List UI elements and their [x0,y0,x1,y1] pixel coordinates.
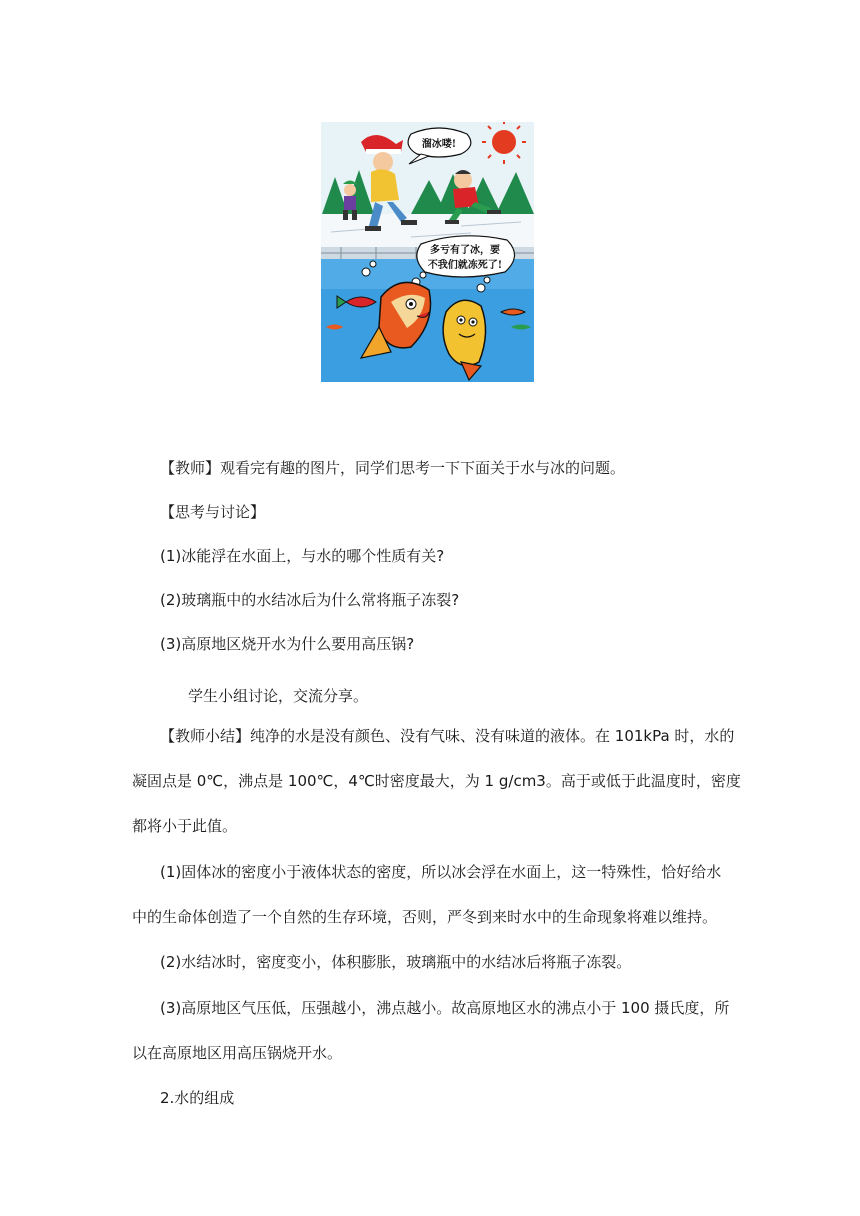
section-heading-water-composition: 2.水的组成 [160,1089,235,1107]
speech-text-top: 溜冰喽! [421,139,457,150]
question-2: (2)玻璃瓶中的水结冰后为什么常将瓶子冻裂? [160,591,460,609]
speech-text-fish-2: 不我们就冻死了! [427,260,503,271]
answer-1-line-2: 中的生命体创造了一个自然的生存环境，否则，严冬到来时水中的生命现象将难以维持。 [132,908,718,926]
summary-line-2: 凝固点是 0℃，沸点是 100℃，4℃时密度最大，为 1 g/cm3。高于或低于此温度时，密度 [132,772,741,790]
speech-bubble-fish [417,236,515,277]
answer-3-line-2: 以在高原地区用高压锅烧开水。 [132,1044,343,1062]
question-1: (1)冰能浮在水面上，与水的哪个性质有关? [160,547,445,565]
answer-1-line-1: (1)固体冰的密度小于液体状态的密度，所以冰会浮在水面上，这一特殊性，恰好给水 [160,863,722,881]
summary-line-3: 都将小于此值。 [132,817,238,835]
summary-line-1: 【教师小结】纯净的水是没有颜色、没有气味、没有味道的液体。在 101kPa 时，水的 [160,727,735,745]
answer-3-line-1: (3)高原地区气压低，压强越小，沸点越小。故高原地区水的沸点小于 100 摄氏度，所 [160,999,730,1017]
question-3: (3)高原地区烧开水为什么要用高压锅? [160,635,415,653]
discussion-heading: 【思考与讨论】 [160,503,266,521]
answer-2: (2)水结冰时，密度变小，体积膨胀，玻璃瓶中的水结冰后将瓶子冻裂。 [160,953,632,971]
cartoon-svg [321,122,534,382]
student-discussion: 学生小组讨论，交流分享。 [188,687,369,705]
cartoon-illustration [321,122,534,382]
speech-text-fish-1: 多亏有了冰，要 [430,245,500,256]
teacher-intro: 【教师】观看完有趣的图片，同学们思考一下下面关于水与冰的问题。 [160,459,626,477]
